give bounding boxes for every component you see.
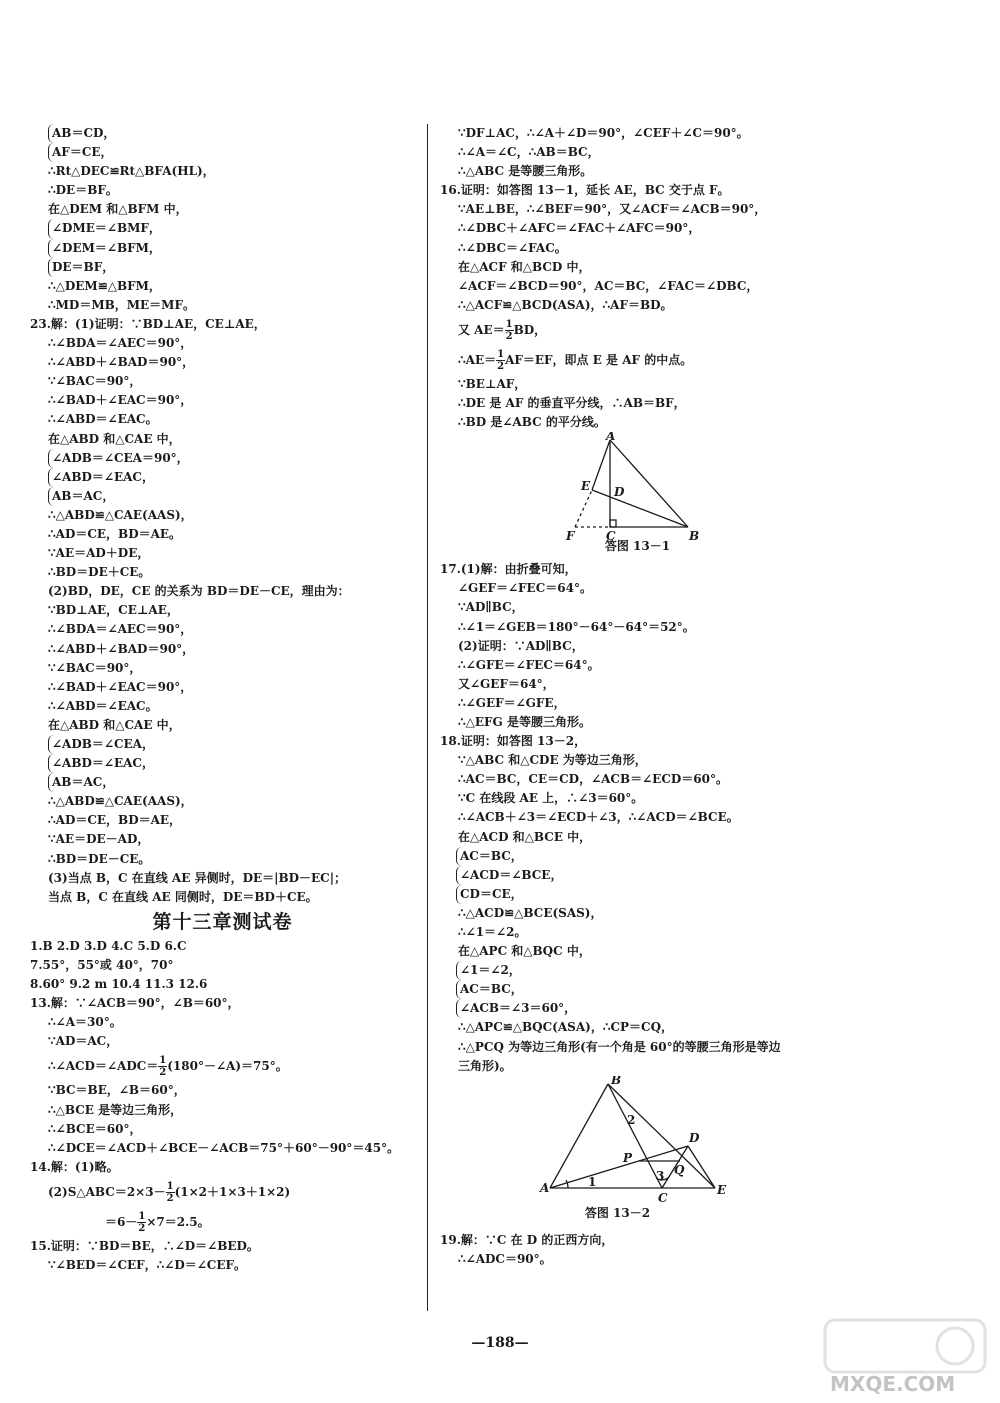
text-line: 14.解：(1)略。 [30, 1159, 119, 1174]
text-segment: (180°－∠A)＝75°。 [167, 1059, 288, 1074]
fraction-denominator: 2 [138, 1222, 146, 1234]
point-label: C [658, 1190, 668, 1205]
text-line-fraction [440, 315, 835, 345]
text-line-fraction [30, 1177, 415, 1207]
text-line: 在△ACF 和△BCD 中， [458, 259, 591, 274]
text-line-fraction [440, 345, 835, 375]
text-line: ∴∠ABD＝∠EAC。 [48, 412, 158, 427]
text-line-fraction [30, 1051, 415, 1081]
point-label: A [540, 1180, 550, 1195]
fraction-denominator: 2 [166, 1192, 174, 1204]
fraction-numerator: 1 [159, 1055, 167, 1067]
page-number: —188— [471, 1335, 529, 1351]
text-line: 8.60° 9.2 m 10.4 11.3 12.6 [30, 977, 208, 992]
text-line: ∵∠BED＝∠CEF，∴∠D＝∠CEF。 [48, 1257, 247, 1272]
text-line: 在△ABD 和△CAE 中， [48, 717, 181, 732]
text-line: 在△ABD 和△CAE 中， [48, 431, 181, 446]
fraction-numerator: 1 [505, 318, 513, 330]
column-divider [427, 124, 428, 1311]
text-line: ∴△EFG 是等腰三角形。 [458, 714, 591, 729]
text-line: ∠ACD＝∠BCE， [456, 866, 835, 885]
fraction-denominator: 2 [505, 330, 513, 342]
point-label: P [623, 1150, 633, 1165]
text-line: ∵DF⊥AC，∴∠A＋∠D＝90°，∠CEF＋∠C＝90°。 [458, 126, 749, 140]
text-line-fraction [30, 1207, 415, 1237]
text-line: ∴∠1＝∠GEB＝180°－64°－64°＝52°。 [458, 619, 695, 634]
point-label: B [689, 529, 700, 543]
text-line: ∵AD＝AC， [48, 1034, 119, 1049]
text-line: AC＝BC， [456, 847, 835, 866]
point-label: F [566, 529, 575, 543]
figure-13-1-diagram [440, 432, 835, 542]
figure-13-2 [440, 1076, 835, 1231]
fraction-numerator: 1 [166, 1180, 174, 1192]
text-line: ∠ABD＝∠EAC， [48, 468, 415, 487]
text-line: ∠ABD＝∠EAC， [48, 754, 415, 773]
figure-13-2-diagram [440, 1076, 835, 1206]
text-line: ∴∠BAD＋∠EAC＝90°， [48, 679, 193, 694]
text-line: ∠GEF＝∠FEC＝64°。 [458, 581, 592, 596]
text-line: ∴∠BCE＝60°， [48, 1121, 142, 1136]
text-line: 7.55°，55°或 40°，70° [30, 957, 174, 972]
text-line: ∴∠GEF＝∠GFE， [458, 695, 566, 710]
text-line: 在△APC 和△BQC 中， [458, 944, 591, 959]
point-label: A [606, 432, 616, 444]
segment-ea [592, 440, 610, 490]
text-line: ∵BC＝BE，∠B＝60°， [48, 1083, 186, 1098]
text-line: 三角形)。 [458, 1058, 512, 1073]
fraction [158, 1055, 167, 1078]
text-line: ∴∠ABD＝∠EAC。 [48, 698, 158, 713]
text-line: AF＝CE， [48, 143, 415, 162]
text-line: ∴△ACD≌△BCE(SAS)， [458, 905, 603, 920]
point-label: D [689, 1130, 700, 1145]
text-line: ∵△ABC 和△CDE 为等边三角形， [458, 753, 647, 768]
text-line: ∵AE⊥BE，∴∠BEF＝90°，又∠ACF＝∠ACB＝90°， [458, 202, 767, 217]
point-label: B [611, 1075, 622, 1087]
text-line: ∵BD⊥AE，CE⊥AE， [48, 603, 179, 618]
text-line: ∴Rt△DEC≌Rt△BFA(HL)， [48, 164, 215, 179]
fraction-numerator: 1 [138, 1210, 146, 1222]
point-label: E [717, 1182, 727, 1197]
text-segment: (2)S△ABC＝2×3－ [48, 1184, 166, 1199]
text-line: 在△ACD 和△BCE 中， [458, 829, 592, 844]
segment-eb [592, 490, 688, 527]
figure-13-1 [440, 432, 835, 560]
text-line: ∠ADB＝∠CEA， [48, 735, 415, 754]
point-label: C [606, 529, 616, 543]
text-line: ∠ACB＝∠3＝60°， [456, 999, 835, 1018]
text-segment: AF＝EF，即点 E 是 AF 的中点。 [505, 352, 693, 367]
text-line: ∴△ABD≌△CAE(AAS)， [48, 507, 193, 522]
angle-label: 2 [627, 1112, 636, 1127]
text-segment: 又 AE＝ [458, 322, 505, 337]
text-line: ∴∠ABD＋∠BAD＝90°， [48, 641, 195, 656]
text-line: ∴△ABC 是等腰三角形。 [458, 164, 593, 179]
right-column [440, 124, 835, 1269]
text-line: ∴AD＝CE，BD＝AE， [48, 813, 182, 828]
angle-label: 1 [588, 1174, 597, 1189]
text-line: ∵AD∥BC， [458, 600, 524, 615]
text-line: (2)证明：∵AD∥BC， [458, 638, 584, 653]
text-line: ∴AD＝CE，BD＝AE。 [48, 526, 182, 541]
text-line: ∴∠GFE＝∠FEC＝64°。 [458, 657, 600, 672]
text-line: ∴∠DBC＝∠FAC。 [458, 240, 567, 255]
watermark-text: MXQE.COM [830, 1372, 956, 1396]
text-line: (3)当点 B，C 在直线 AE 异侧时，DE＝|BD－EC|； [48, 870, 347, 885]
text-line: AB＝AC， [48, 487, 415, 506]
text-line: (2)BD，DE，CE 的关系为 BD＝DE－CE，理由为： [48, 584, 350, 599]
fraction [137, 1211, 146, 1234]
point-label: E [581, 479, 591, 494]
right-angle-mark [610, 520, 616, 527]
section-title: 第十三章测试卷 [152, 910, 293, 933]
text-line: ∴△PCQ 为等边三角形(有一个角是 60°的等腰三角形是等边 [458, 1039, 781, 1054]
text-line: ∠ACF＝∠BCD＝90°，AC＝BC，∠FAC＝∠DBC， [458, 278, 759, 293]
point-label: Q [674, 1162, 685, 1177]
figure-caption: 答图 13－2 [584, 1205, 651, 1220]
fraction [496, 349, 505, 372]
text-line: DE＝BF， [48, 258, 415, 277]
figure-caption: 答图 13－1 [604, 539, 671, 554]
text-segment: ∴∠ACD＝∠ADC＝ [48, 1059, 159, 1074]
fraction-numerator: 1 [497, 348, 505, 360]
text-line: AB＝AC， [48, 773, 415, 792]
fraction [505, 319, 514, 342]
text-line: ∴AC＝BC，CE＝CD，∠ACB＝∠ECD＝60°。 [458, 772, 728, 787]
segment-bc [608, 1084, 665, 1188]
text-line: 17.(1)解：由折叠可知， [440, 562, 577, 577]
text-line: ∠DME＝∠BMF， [48, 219, 415, 238]
text-line: ∴∠BAD＋∠EAC＝90°， [48, 393, 193, 408]
text-line: ∴∠BDA＝∠AEC＝90°， [48, 622, 193, 637]
text-line: ∴△ACF≌△BCD(ASA)，∴AF＝BD。 [458, 297, 673, 312]
text-segment: ＝6－ [105, 1214, 138, 1229]
segment-ab [610, 440, 688, 527]
text-segment: ∴AE＝ [458, 352, 497, 367]
text-line: ∴△APC≌△BQC(ASA)，∴CP＝CQ， [458, 1020, 674, 1035]
point-label: D [614, 485, 625, 500]
text-line: ∴△ABD≌△CAE(AAS)， [48, 794, 193, 809]
text-line: ∵∠BAC＝90°， [48, 374, 142, 389]
text-line: 13.解：∵∠ACB＝90°，∠B＝60°， [30, 996, 240, 1011]
fraction [166, 1181, 175, 1204]
text-line: ∴BD＝DE－CE。 [48, 851, 151, 866]
segment-fe-dashed [575, 490, 592, 527]
text-line: ∴△BCE 是等边三角形， [48, 1102, 183, 1117]
segment-ad [550, 1146, 688, 1188]
segment-de [688, 1146, 715, 1188]
fraction-denominator: 2 [159, 1067, 167, 1079]
text-line: ∴∠A＝30°。 [48, 1015, 122, 1030]
angle-label: 3 [656, 1168, 665, 1183]
text-line: 16.证明：如答图 13－1，延长 AE，BC 交于点 F。 [440, 183, 730, 198]
text-line: ∴△DEM≌△BFM， [48, 278, 161, 293]
text-line: 15.证明：∵BD＝BE，∴∠D＝∠BED。 [30, 1238, 259, 1253]
text-line: 18.证明：如答图 13－2， [440, 734, 587, 749]
text-line: ∴∠ADC＝90°。 [458, 1251, 552, 1266]
text-line: ∵∠BAC＝90°， [48, 660, 142, 675]
left-column [30, 124, 415, 1275]
text-line: ∵AE＝AD＋DE， [48, 546, 150, 561]
text-line: ∵AE＝DE－AD， [48, 832, 150, 847]
text-line: 23.解：(1)证明：∵BD⊥AE，CE⊥AE， [30, 316, 266, 331]
text-line: ∵BE⊥AF， [458, 376, 527, 391]
text-line: 当点 B，C 在直线 AE 同侧时，DE＝BD＋CE。 [48, 889, 318, 904]
text-line: ∴BD＝DE＋CE。 [48, 565, 151, 580]
text-line: ∴DE＝BF。 [48, 183, 118, 198]
text-line: ∴∠ABD＋∠BAD＝90°， [48, 355, 195, 370]
text-line: ∠ADB＝∠CEA＝90°， [48, 449, 415, 468]
text-line: ∴∠ACB＋∠3＝∠ECD＋∠3，∴∠ACD＝∠BCE。 [458, 810, 739, 825]
text-segment: ×7＝2.5。 [146, 1214, 210, 1229]
text-line: 在△DEM 和△BFM 中， [48, 202, 188, 217]
text-line: AC＝BC， [456, 980, 835, 999]
text-line: CD＝CE， [456, 885, 835, 904]
text-line: 又∠GEF＝64°， [458, 676, 555, 691]
text-line: ∴DE 是 AF 的垂直平分线，∴AB＝BF， [458, 396, 686, 411]
text-line: ∵C 在线段 AE 上，∴∠3＝60°。 [458, 791, 644, 806]
text-line: ∠1＝∠2， [456, 961, 835, 980]
text-line: ∴∠BDA＝∠AEC＝90°， [48, 336, 193, 351]
text-line: 19.解：∵C 在 D 的正西方向， [440, 1232, 614, 1247]
text-line: ∴∠DCE＝∠ACD＋∠BCE－∠ACB＝75°＋60°－90°＝45°。 [48, 1140, 400, 1155]
text-line: AB＝CD， [48, 124, 415, 143]
angle-1-arc [566, 1180, 568, 1188]
text-line: ∴∠1＝∠2。 [458, 925, 527, 939]
text-segment: (1×2＋1×3＋1×2) [174, 1184, 291, 1199]
text-line: ∴∠A＝∠C，∴AB＝BC， [458, 145, 600, 160]
text-line: ∴BD 是∠ABC 的平分线。 [458, 415, 606, 430]
text-line: 1.B 2.D 3.D 4.C 5.D 6.C [30, 938, 187, 953]
text-line: ∴∠DBC＋∠AFC＝∠FAC＋∠AFC＝90°， [458, 221, 701, 236]
text-segment: BD， [513, 322, 547, 337]
text-line: ∠DEM＝∠BFM， [48, 239, 415, 258]
fraction-denominator: 2 [497, 360, 505, 372]
text-line: ∴MD＝MB，ME＝MF。 [48, 297, 195, 312]
